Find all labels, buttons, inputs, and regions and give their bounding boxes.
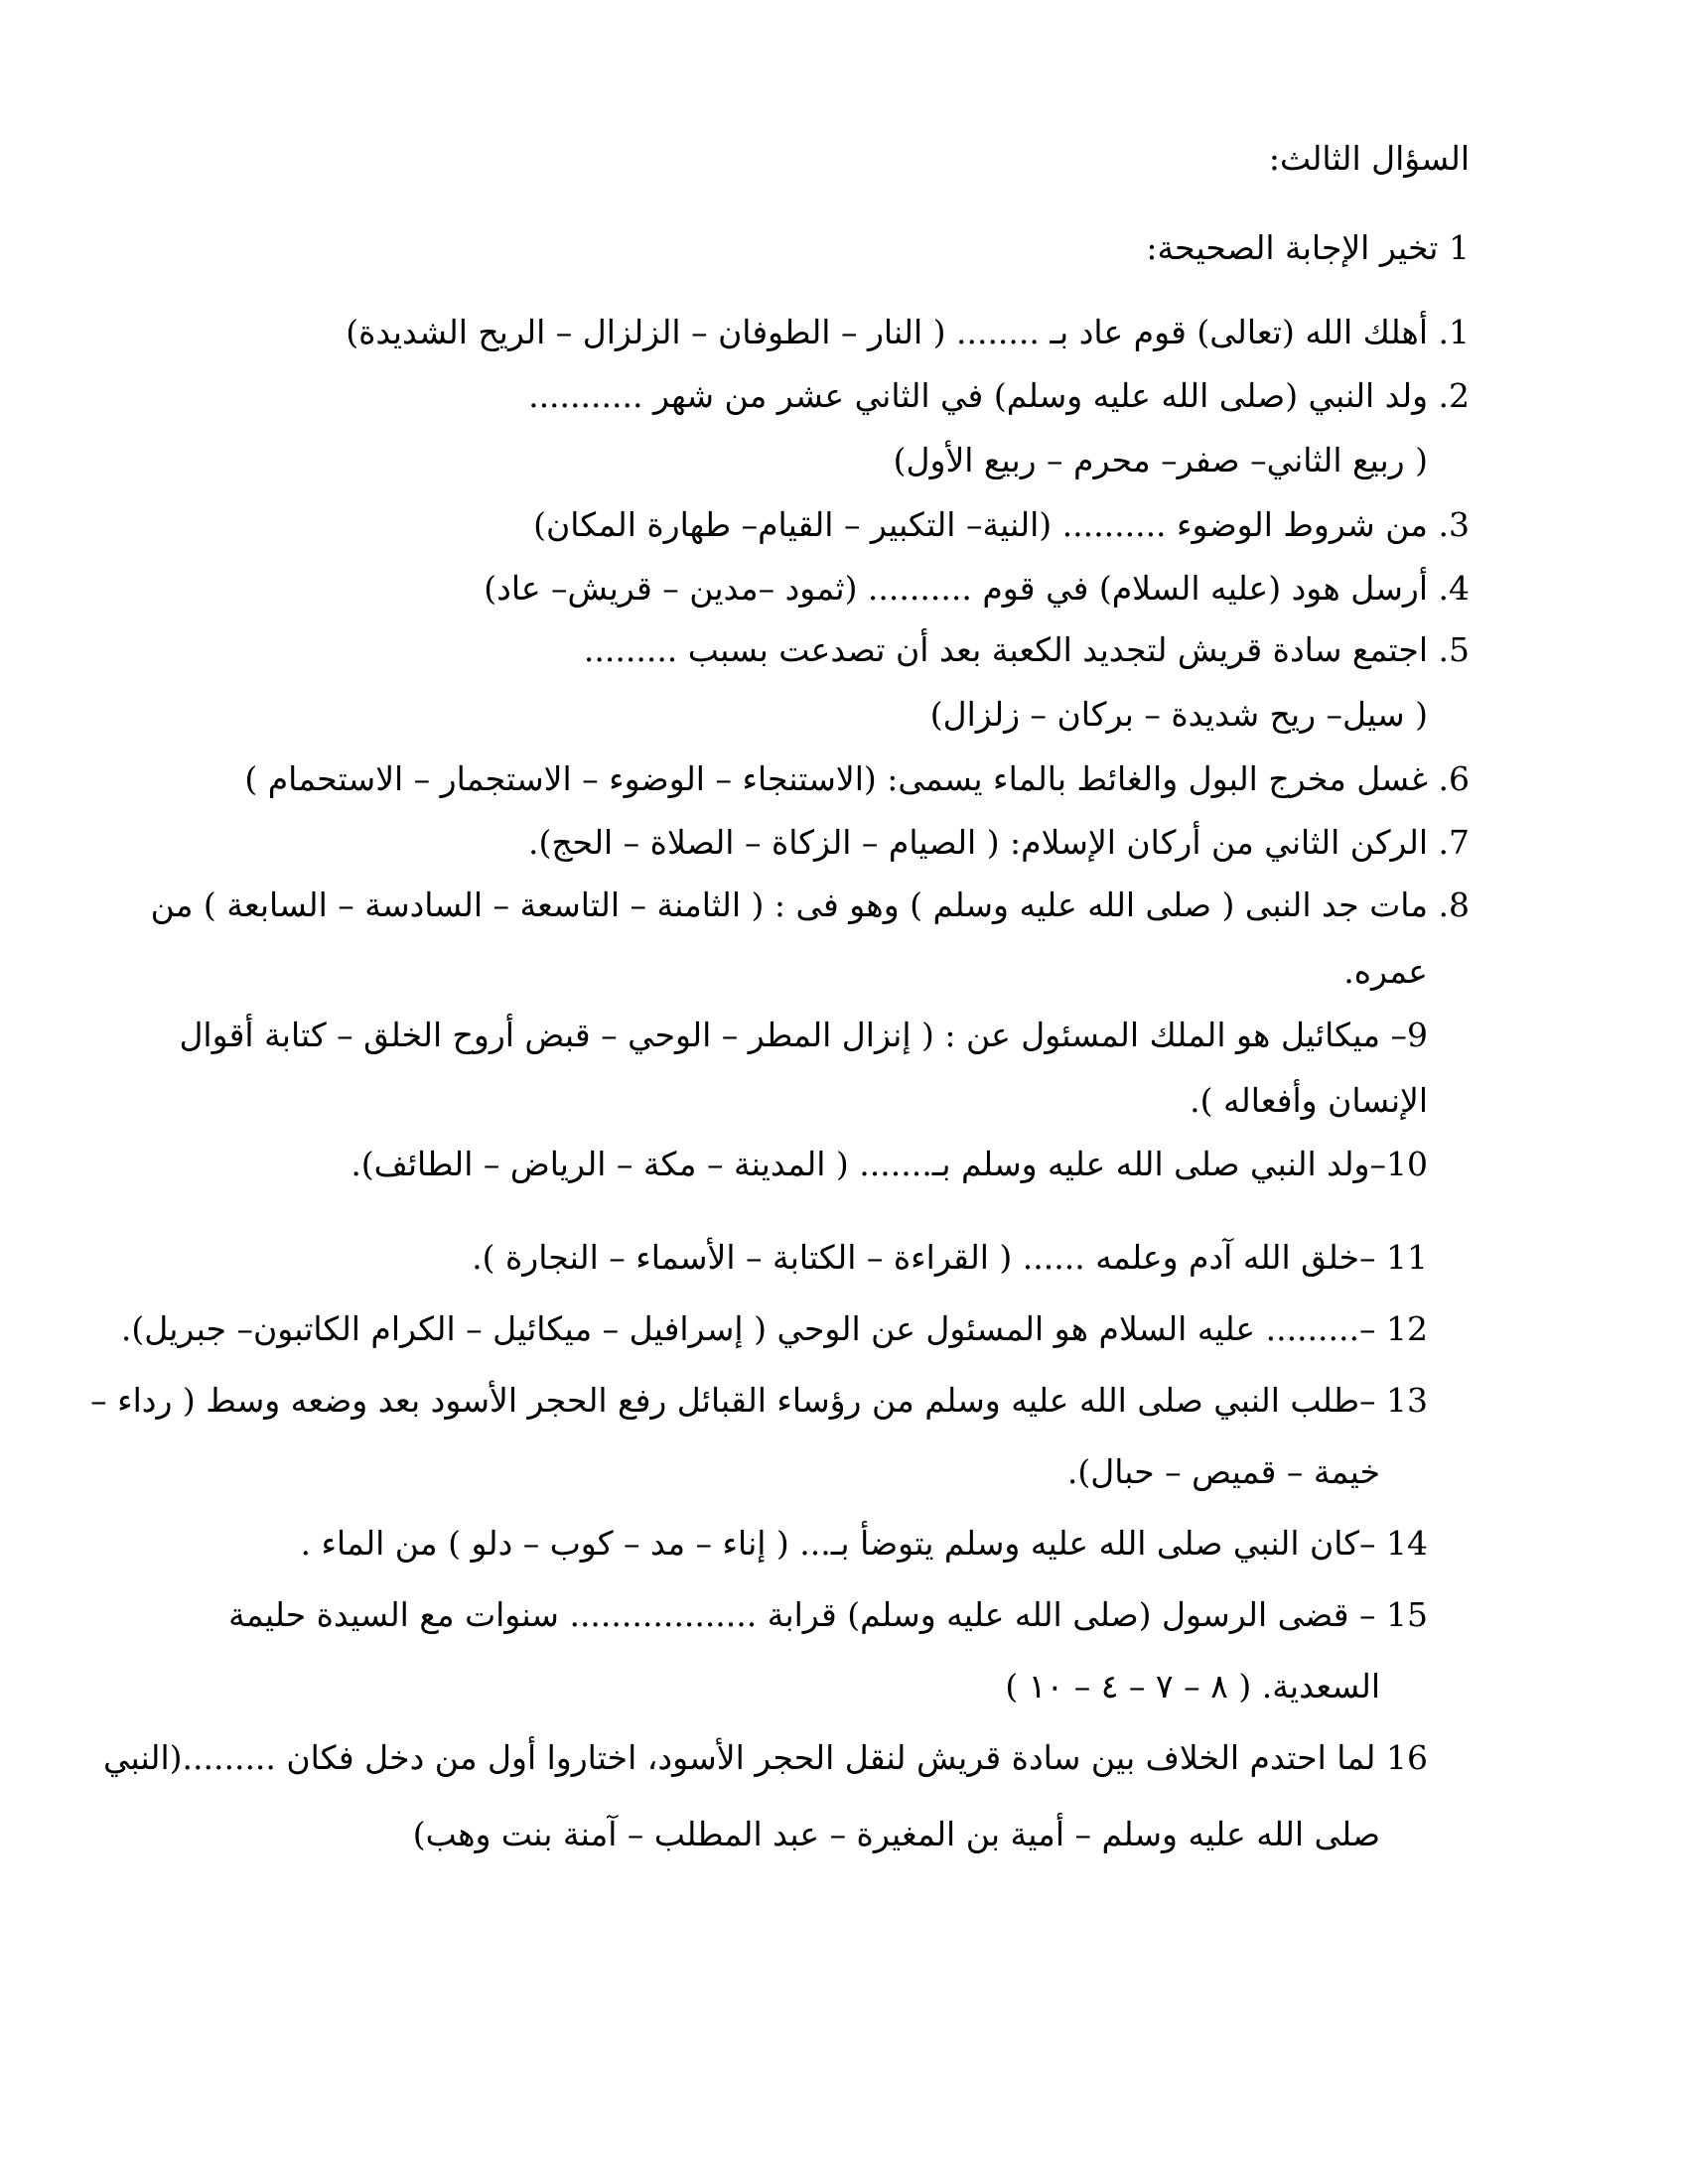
question-text: لما احتدم الخلاف بين سادة قريش لنقل الحجر الأسود، اختاروا أول من دخل فكان .........(النبي <box>102 1738 1376 1777</box>
question-text: ولد النبي (صلى الله عليه وسلم) في الثاني عشر من شهر ........... <box>528 376 1428 415</box>
question-5 <box>584 628 1470 672</box>
question-16 <box>103 1736 1428 1780</box>
question-text: – ميكائيل هو الملك المسئول عن : ( إنزال المطر – الوحي – قبض أروح الخلق – كتابة أقوال <box>179 1016 1407 1054</box>
question-number: 7. <box>1438 823 1470 862</box>
question-text: مات جد النبى ( صلى الله عليه وسلم ) وهو فى : ( الثامنة – التاسعة – السادسة – السابعة ) من <box>150 886 1428 924</box>
question-number: 10 <box>1386 1145 1428 1183</box>
question-16-continuation: صلى الله عليه وسلم – أمية بن المغيرة – عبد المطلب – آمنة بنت وهب) <box>412 1815 1380 1853</box>
question-text: –خلق الله آدم وعلمه ...... ( القراءة – الكتابة – الأسماء – النجارة ). <box>472 1238 1376 1277</box>
question-text: –ولد النبي صلى الله عليه وسلم بـ....... ( المدينة – مكة – الرياض – الطائف). <box>351 1145 1386 1183</box>
question-number: 15 <box>1386 1595 1428 1634</box>
question-number: 16 <box>1386 1738 1428 1777</box>
question-number: 12 <box>1386 1309 1428 1348</box>
question-12 <box>121 1307 1428 1351</box>
question-13-continuation: خيمة – قميص – حبال). <box>1066 1452 1380 1491</box>
question-9 <box>179 1014 1428 1057</box>
question-text: أرسل هود (عليه السلام) في قوم .......... (ثمود –مدين – قريش– عاد) <box>484 569 1428 608</box>
question-14 <box>300 1522 1428 1566</box>
question-10 <box>351 1143 1428 1186</box>
question-4 <box>484 567 1470 611</box>
question-text: غسل مخرج البول والغائط بالماء يسمى: (الاستنجاء – الوضوء – الاستجمار – الاستحمام ) <box>244 759 1428 798</box>
question-3 <box>533 503 1470 547</box>
question-text: –كان النبي صلى الله عليه وسلم يتوضأ بـ... ( إناء – مد – كوب – دلو ) من الماء . <box>300 1524 1376 1563</box>
question-number: 9 <box>1407 1016 1428 1054</box>
question-5-options: ( سيل– ريح شديدة – بركان – زلزال) <box>929 695 1428 734</box>
question-text: الركن الثاني من أركان الإسلام: ( الصيام – الزكاة – الصلاة – الحج). <box>527 823 1428 862</box>
question-2 <box>528 374 1470 418</box>
question-number: 5. <box>1438 630 1470 669</box>
question-number: 4. <box>1438 569 1470 608</box>
question-text: – قضى الرسول (صلى الله عليه وسلم) قرابة .................. سنوات مع السيدة حليمة <box>228 1595 1376 1634</box>
section-title <box>1146 226 1470 270</box>
question-6 <box>244 757 1470 801</box>
question-number: 1. <box>1438 313 1470 351</box>
question-number: 11 <box>1386 1238 1428 1277</box>
question-number: 14 <box>1386 1524 1428 1563</box>
question-number: 13 <box>1386 1381 1428 1420</box>
question-15-continuation: السعدية. ( ٨ – ٧ – ٤ – ١٠ ) <box>1005 1667 1380 1706</box>
section-number: 1 <box>1449 228 1470 267</box>
question-1 <box>346 311 1470 354</box>
question-11 <box>472 1236 1428 1280</box>
question-number: 6. <box>1438 759 1470 798</box>
question-9-continuation: الإنسان وأفعاله ). <box>1190 1081 1428 1120</box>
question-number: 3. <box>1438 505 1470 544</box>
question-text: من شروط الوضوء .......... (النية– التكبير – القيام– طهارة المكان) <box>533 505 1428 544</box>
question-15 <box>228 1593 1428 1637</box>
question-7 <box>528 821 1470 865</box>
question-text: اجتمع سادة قريش لتجديد الكعبة بعد أن تصدعت بسبب ......... <box>583 630 1428 669</box>
question-number: 2. <box>1438 376 1470 415</box>
question-2-options: ( ربيع الثاني– صفر– محرم – ربيع الأول) <box>893 441 1428 479</box>
question-text: –......... عليه السلام هو المسئول عن الوحي ( إسرافيل – ميكائيل – الكرام الكاتبون– جبريل). <box>120 1309 1376 1348</box>
question-8-continuation: عمره. <box>1343 952 1428 991</box>
question-text: –طلب النبي صلى الله عليه وسلم من رؤساء القبائل رفع الحجر الأسود بعد وضعه وسط ( رداء – <box>90 1381 1376 1420</box>
question-8 <box>151 884 1470 927</box>
question-13 <box>90 1379 1428 1423</box>
question-heading: السؤال الثالث: <box>1268 139 1470 178</box>
section-title-text: تخير الإجابة الصحيحة: <box>1146 228 1439 267</box>
question-number: 8. <box>1438 886 1470 924</box>
question-text: أهلك الله (تعالى) قوم عاد بـ ........ ( النار – الطوفان – الزلزال – الريح الشديدة) <box>346 313 1428 351</box>
